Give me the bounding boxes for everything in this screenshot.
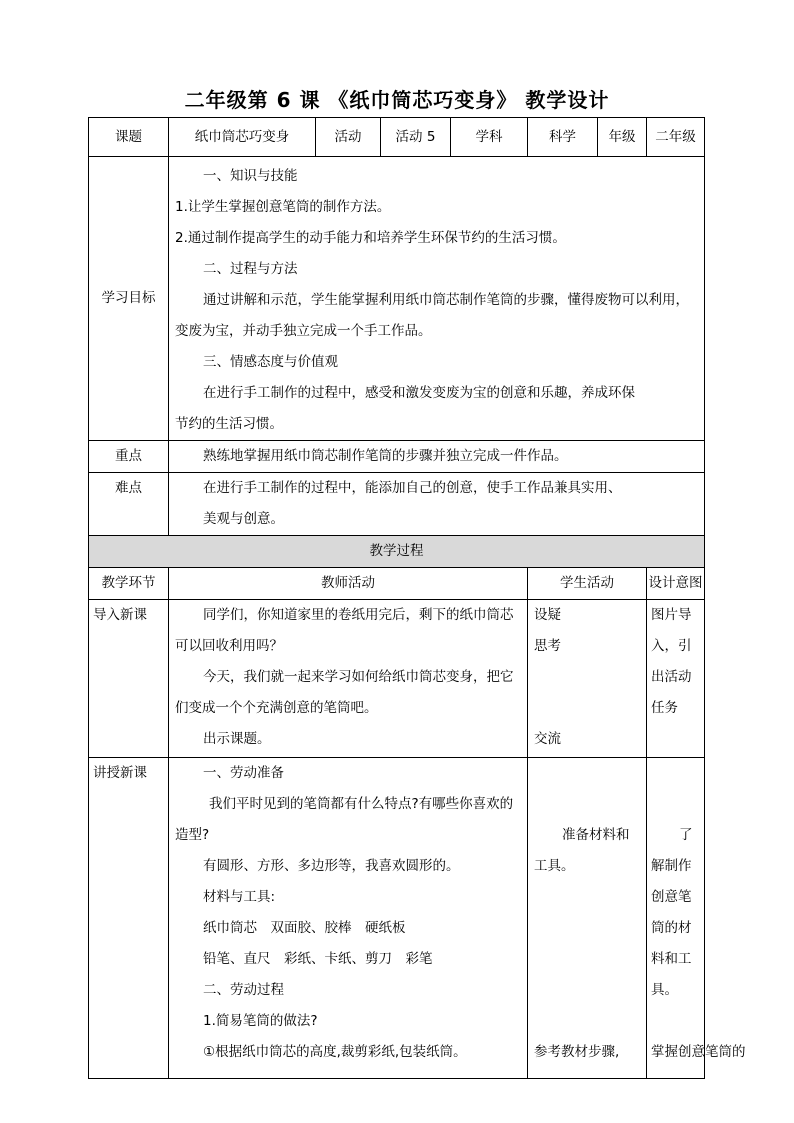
objective-item-4a: 在进行手工制作的过程中，感受和激发变废为宝的创意和乐趣，养成环保 [203, 385, 635, 401]
header-student: 学生活动 [528, 568, 647, 600]
key-point-label: 重点 [89, 441, 169, 473]
teach-line-7: 二、劳动过程 [203, 982, 284, 998]
info-row [89, 118, 705, 157]
intro-stage: 导入新课 [89, 600, 169, 758]
objective-heading-1: 一、知识与技能 [203, 168, 298, 184]
teach-line-6: 铅笔、直尺 彩纸、卡纸、剪刀 彩笔 [203, 951, 433, 967]
objective-heading-2: 二、过程与方法 [203, 261, 298, 277]
subject-value: 科学 [528, 118, 598, 157]
page-title: 二年级第 6 课 《纸巾筒芯巧变身》 教学设计 [184, 88, 610, 112]
header-design: 设计意图 [647, 568, 705, 600]
topic-value: 纸巾筒芯巧变身 [169, 118, 316, 157]
header-stage: 教学环节 [89, 568, 169, 600]
teach-line-9: ①根据纸巾筒芯的高度,裁剪彩纸,包装纸筒。 [203, 1044, 467, 1060]
objective-heading-3: 三、情感态度与价值观 [203, 354, 338, 370]
objectives-row [89, 157, 705, 441]
objective-item-1: 1.让学生掌握创意笔筒的制作方法。 [175, 199, 391, 215]
difficulty-label: 难点 [89, 473, 169, 536]
lesson-plan-table [88, 117, 746, 1079]
intro-student-3: 交流 [534, 731, 561, 747]
teach-design-1: 了解制作创意笔筒的材料和工具。 [651, 827, 693, 998]
teach-student-1: 准备材料和工具。 [534, 827, 630, 874]
teach-line-1: 一、劳动准备 [203, 765, 284, 781]
teach-line-3: 有圆形、方形、多边形等，我喜欢圆形的。 [203, 858, 460, 874]
intro-teacher-3: 出示课题。 [203, 731, 271, 747]
activity-value: 活动 5 [381, 118, 451, 157]
key-point-row [89, 441, 705, 473]
teach-stage: 讲授新课 [89, 758, 169, 1079]
process-section-title: 教学过程 [89, 536, 705, 568]
key-point-text: 熟练地掌握用纸巾筒芯制作笔筒的步骤并独立完成一件作品。 [169, 441, 705, 473]
intro-student-2: 思考 [534, 638, 561, 654]
label-activity: 活动 [316, 118, 381, 157]
intro-design: 图片导入，引出活动任务 [647, 600, 705, 758]
objective-item-4b: 节约的生活习惯。 [175, 416, 283, 432]
objectives-label: 学习目标 [89, 157, 169, 441]
difficulty-text-1: 在进行手工制作的过程中，能添加自己的创意，使手工作品兼具实用、 [203, 480, 622, 496]
difficulty-row [89, 473, 705, 536]
teach-design-2: 掌握创意笔筒的 [651, 1044, 746, 1060]
intro-teacher-1: 同学们，你知道家里的卷纸用完后，剩下的纸巾筒芯可以回收利用吗？ [175, 607, 514, 654]
difficulty-text-2: 美观与创意。 [203, 511, 284, 527]
teach-line-5: 纸巾筒芯 双面胶、胶棒 硬纸板 [203, 920, 406, 936]
label-grade: 年级 [598, 118, 647, 157]
process-section-row [89, 536, 705, 568]
objective-item-3: 通过讲解和示范，学生能掌握利用纸巾筒芯制作笔筒的步骤，懂得废物可以利用，变废为宝，并动手独立完成一个手工作品。 [175, 292, 689, 339]
intro-student-1: 设疑 [534, 607, 561, 623]
label-subject: 学科 [451, 118, 528, 157]
teach-line-2: 我们平时见到的笔筒都有什么特点?有哪些你喜欢的造型? [175, 796, 514, 843]
objective-item-2: 2.通过制作提高学生的动手能力和培养学生环保节约的生活习惯。 [175, 230, 566, 246]
teach-row [89, 758, 705, 1079]
teach-line-4: 材料与工具: [203, 889, 276, 905]
header-teacher: 教师活动 [169, 568, 528, 600]
process-header-row [89, 568, 705, 600]
label-topic: 课题 [89, 118, 169, 157]
intro-row [89, 600, 705, 758]
teach-student-2: 参考教材步骤, [534, 1044, 620, 1060]
teach-line-8: 1.简易笔筒的做法? [203, 1013, 318, 1029]
grade-value: 二年级 [647, 118, 705, 157]
intro-teacher-2: 今天，我们就一起来学习如何给纸巾筒芯变身，把它们变成一个个充满创意的笔筒吧。 [175, 669, 514, 716]
